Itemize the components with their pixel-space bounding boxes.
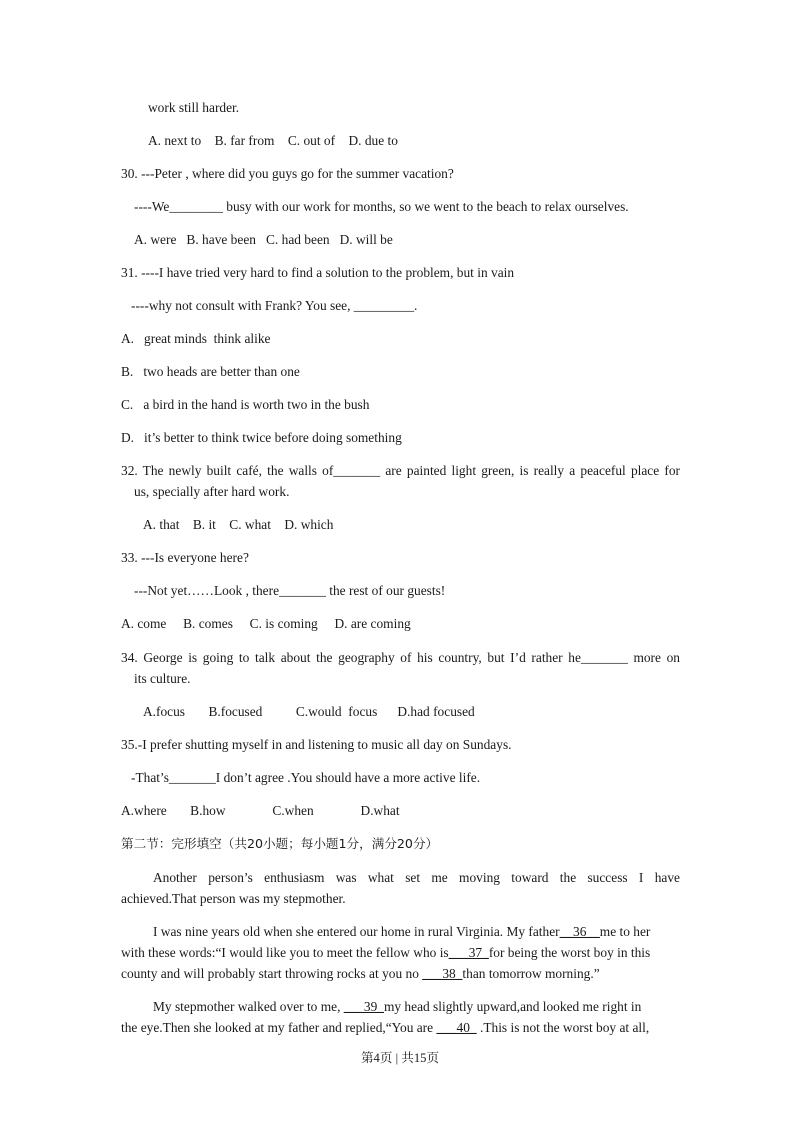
passage-p2-line1: I was nine years old when she entered our home in rural Virginia. My father__36__me to her [153, 924, 651, 939]
q31-option-d: D. it’s better to think twice before doing something [121, 430, 402, 445]
q32-options: A. that B. it C. what D. which [143, 517, 334, 532]
q33-options: A. come B. comes C. is coming D. are coming [121, 616, 411, 631]
q32-stem-line1: 32. The newly built café, the walls of_______ are painted light green, is really a peaceful place for [121, 463, 680, 478]
q29-stem-tail: work still harder. [148, 100, 240, 115]
blank-37: ___37_ [448, 945, 489, 960]
q31-option-a: A. great minds think alike [121, 331, 271, 346]
passage-p1-line2: achieved.That person was my stepmother. [121, 891, 346, 906]
blank-36: __36__ [559, 924, 600, 939]
q35-reply: -That’s_______I don’t agree .You should have a more active life. [131, 770, 481, 785]
passage-p3-line2: the eye.Then she looked at my father and replied,“You are ___40_ .This is not the worst boy at all, [121, 1020, 650, 1035]
q34-options: A.focus B.focused C.would focus D.had focused [143, 704, 475, 719]
passage-p2-line3: county and will probably start throwing rocks at you no ___38_than tomorrow morning.” [121, 966, 600, 981]
blank-38: ___38_ [422, 966, 463, 981]
q30-options: A. were B. have been C. had been D. will be [134, 232, 393, 247]
q33-reply: ---Not yet……Look , there_______ the rest of our guests! [134, 583, 446, 598]
q32-stem-line2: us, specially after hard work. [134, 484, 290, 499]
q35-options: A.where B.how C.when D.what [121, 803, 400, 818]
q31-option-b: B. two heads are better than one [121, 364, 300, 379]
q31-stem: 31. ----I have tried very hard to find a solution to the problem, but in vain [121, 265, 515, 280]
q34-stem-line2: its culture. [134, 671, 191, 686]
q34-stem-line1: 34. George is going to talk about the geography of his country, but I’d rather he_______ more on [121, 650, 680, 665]
q31-option-c: C. a bird in the hand is worth two in the bush [121, 397, 370, 412]
q33-stem: 33. ---Is everyone here? [121, 550, 249, 565]
q29-options: A. next to B. far from C. out of D. due to [148, 133, 398, 148]
blank-39: ___39_ [343, 999, 384, 1014]
blank-40: ___40_ [436, 1020, 477, 1035]
page-footer: 第4页 | 共15页 [360, 1051, 440, 1065]
q31-reply: ----why not consult with Frank? You see, _________. [131, 298, 418, 313]
section-heading: 第二节：完形填空（共20小题；每小题1分，满分20分） [121, 836, 439, 851]
passage-p1-line1: Another person’s enthusiasm was what set me moving toward the success I have [153, 870, 680, 885]
passage-p2-line2: with these words:“I would like you to meet the fellow who is___37_for being the worst boy in this [121, 945, 651, 960]
q30-reply: ----We________ busy with our work for months, so we went to the beach to relax ourselves. [134, 199, 629, 214]
q30-stem: 30. ---Peter , where did you guys go for the summer vacation? [121, 166, 454, 181]
passage-p3-line1: My stepmother walked over to me, ___39_my head slightly upward,and looked me right in [153, 999, 642, 1014]
q35-stem: 35.-I prefer shutting myself in and listening to music all day on Sundays. [121, 737, 512, 752]
